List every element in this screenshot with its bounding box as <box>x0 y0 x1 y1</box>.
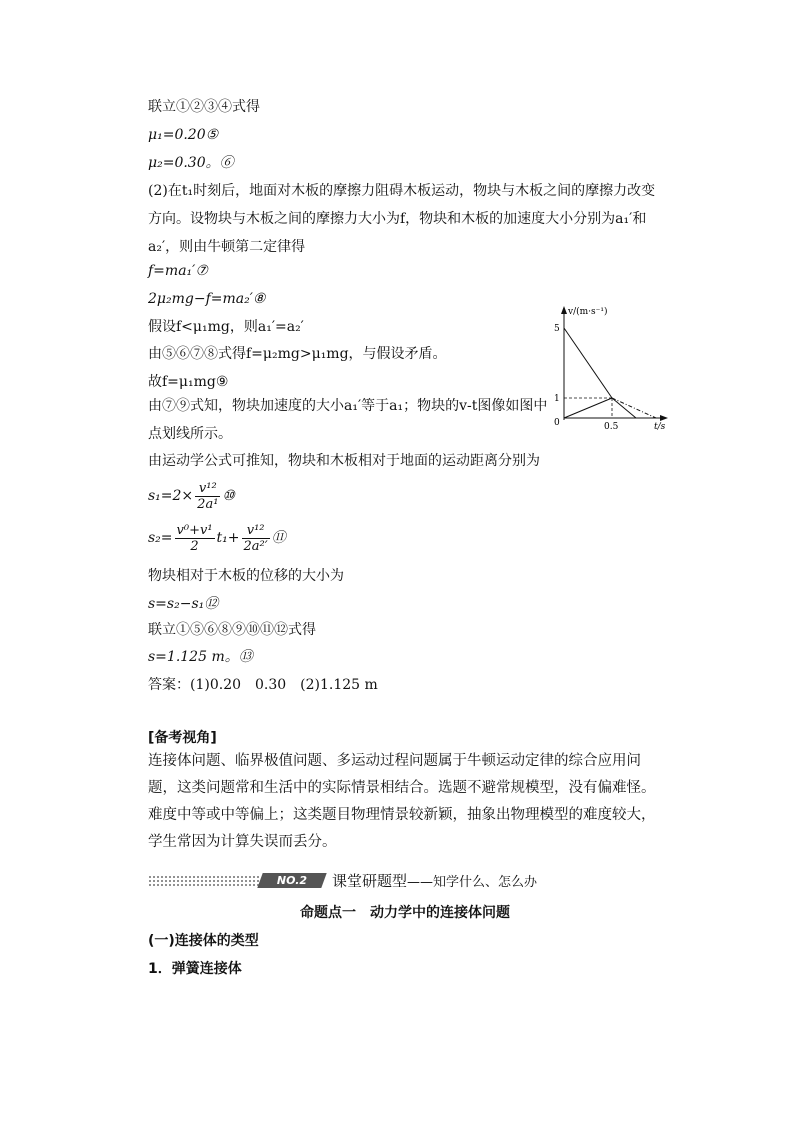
subheading-types: (一)连接体的类型 <box>148 933 259 949</box>
line-eq7: f=ma₁′⑦ <box>148 263 208 279</box>
s2-numerator-2: v¹² <box>242 523 270 539</box>
s1-lhs: s₁=2× <box>148 488 194 504</box>
banner-badge <box>257 873 326 888</box>
s1-denominator: 2a¹ <box>197 496 219 512</box>
section-banner <box>148 872 648 890</box>
graph-origin: 0 <box>554 418 560 428</box>
s1-fraction <box>195 481 220 512</box>
subheading-spring: 1．弹簧连接体 <box>148 961 242 977</box>
line-contradiction: 由⑤⑥⑦⑧式得f=μ₂mg>μ₁mg，与假设矛盾。 <box>148 346 447 362</box>
banner-badge-text: NO.2 <box>276 874 308 887</box>
s2-mid: t₁+ <box>216 530 240 546</box>
s1-tag: ⑩ <box>222 488 235 504</box>
answer-line: 答案：(1)0.20 0.30 (2)1.125 m <box>148 677 378 693</box>
line-combine-1: 联立①②③④式得 <box>148 99 260 115</box>
graph-y5: 5 <box>554 324 560 334</box>
banner-subtitle: ——知学什么、怎么办 <box>407 875 538 890</box>
formula-s1 <box>148 480 235 512</box>
vt-graph <box>546 300 676 435</box>
s2-denominator-2: 2a²′ <box>243 538 268 554</box>
line-assume: 假设f<μ₁mg，则a₁′=a₂′ <box>148 319 304 335</box>
line-relative: 物块相对于木板的位移的大小为 <box>148 568 344 584</box>
banner-dots <box>148 875 260 887</box>
banner-title <box>332 870 537 891</box>
s2-tag: ⑪ <box>271 530 286 546</box>
line-eq12: s=s₂−s₁⑫ <box>148 596 219 612</box>
topic-heading: 命题点一 动力学中的连接体问题 <box>300 905 510 921</box>
graph-y1: 1 <box>554 394 560 404</box>
graph-ylabel: v/(m·s⁻¹) <box>568 307 608 317</box>
section-body: 连接体问题、临界极值问题、多运动过程问题属于牛顿运动定律的综合应用问题，这类问题常和生活中的实际情景相结合。选题不避常规模型，没有偏难怪。难度中等或中等偏上；这类题目物理情景较新颖，抽象出物理模型的难度较大，学生常因为计算失误而丢分。 <box>148 753 656 850</box>
line-kinematics: 由运动学公式可推知，物块和木板相对于地面的运动距离分别为 <box>148 453 540 469</box>
s2-denominator-1: 2 <box>190 538 199 554</box>
line-eq8: 2μ₂mg−f=ma₂′⑧ <box>148 291 266 307</box>
line-combine-2: 联立①⑤⑥⑧⑨⑩⑪⑫式得 <box>148 622 316 638</box>
s2-fraction-2 <box>242 523 270 554</box>
section-heading: [备考视角] <box>148 730 217 746</box>
s2-numerator-1: v⁰+v¹ <box>176 522 213 538</box>
line-mu1: μ₁=0.20⑤ <box>148 127 219 143</box>
graph-xlabel: t/s <box>654 422 666 432</box>
graph-x05: 0.5 <box>604 422 619 432</box>
paragraph-part2: (2)在t₁时刻后，地面对木板的摩擦力阻碍木板运动，物块与木板之间的摩擦力改变方向。设物块与木板之间的摩擦力大小为f，物块和木板的加速度大小分别为a₁′和a₂′，则由牛顿第二定律得 <box>148 183 656 255</box>
s2-fraction-1 <box>175 523 215 554</box>
s1-numerator: v¹² <box>195 481 220 497</box>
line-result: s=1.125 m。⑬ <box>148 649 253 665</box>
line-mu2: μ₂=0.30。⑥ <box>148 155 234 171</box>
s2-lhs: s₂= <box>148 530 173 546</box>
paragraph-vt: 由⑦⑨式知，物块加速度的大小a₁′等于a₁；物块的v-t图像如图中点划线所示。 <box>148 398 548 442</box>
line-eq9: 故f=μ₁mg⑨ <box>148 374 229 390</box>
banner-title-main: 课堂研题型 <box>332 872 408 890</box>
formula-s2 <box>148 522 286 554</box>
